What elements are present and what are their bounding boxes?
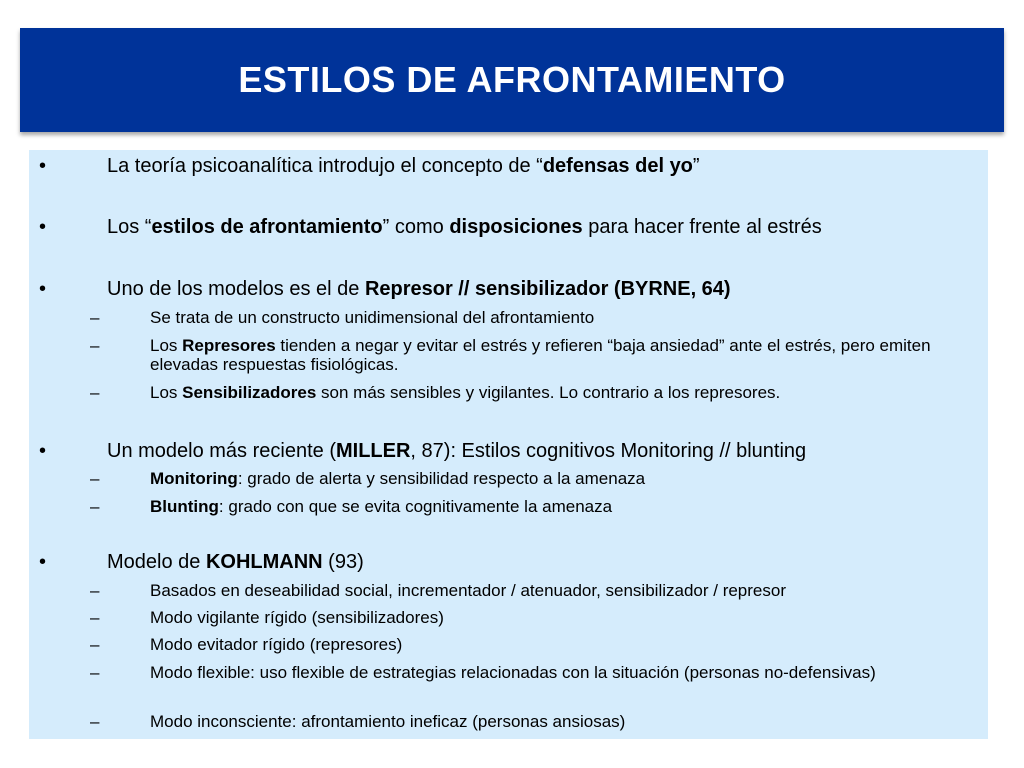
slide-title: ESTILOS DE AFRONTAMIENTO xyxy=(238,59,786,100)
sub-bullet-item xyxy=(29,663,988,682)
bold-run: Blunting xyxy=(150,497,219,516)
text-run: La teoría psicoanalítica introdujo el concepto de “ xyxy=(107,155,543,177)
sub-bullet-item xyxy=(29,608,988,627)
sub-bullet-text xyxy=(150,469,988,488)
bullet-marker: • xyxy=(39,551,47,573)
bullet-marker: • xyxy=(39,440,47,462)
bullet-item xyxy=(29,440,988,462)
bold-run: Sensibilizadores xyxy=(182,383,317,402)
text-run: para hacer frente al estrés xyxy=(582,216,822,238)
content-box xyxy=(29,150,988,739)
dash-marker: – xyxy=(90,663,100,682)
dash-marker: – xyxy=(90,308,100,327)
sub-bullet-text: Modo flexible: uso flexible de estrategias relacionadas con la situación (personas no-defensivas) xyxy=(150,663,876,682)
text-run: Uno de los modelos es el de xyxy=(107,278,365,300)
dash-marker: – xyxy=(90,336,100,355)
text-run: , 87): Estilos cognitivos Monitoring // blunting xyxy=(410,440,807,462)
text-run: (93) xyxy=(322,551,364,573)
bold-run: Represores xyxy=(182,336,276,355)
sub-bullet-item xyxy=(29,497,988,516)
sub-bullet-text: Basados en deseabilidad social, incrementador / atenuador, sensibilizador / represor xyxy=(150,581,786,600)
sub-bullet-item xyxy=(29,635,988,654)
text-run: Un modelo más reciente ( xyxy=(107,440,336,462)
text-run: Los “ xyxy=(107,216,152,238)
dash-marker: – xyxy=(90,469,100,488)
sub-bullet-item xyxy=(29,336,988,374)
title-bar xyxy=(20,28,1004,132)
bold-run: disposiciones xyxy=(449,216,583,238)
dash-marker: – xyxy=(90,712,100,731)
dash-marker: – xyxy=(90,608,100,627)
sub-bullet-text xyxy=(150,336,988,374)
bullet-item xyxy=(29,551,988,573)
bold-run: Represor // sensibilizador (BYRNE, 64) xyxy=(364,278,731,300)
sub-bullet-text: Modo evitador rígido (represores) xyxy=(150,635,403,654)
text-run: ” como xyxy=(382,216,450,238)
sub-bullet-item xyxy=(29,383,988,402)
sub-bullet-item xyxy=(29,712,988,731)
sub-bullet-text: Modo vigilante rígido (sensibilizadores) xyxy=(150,608,444,627)
bullet-text xyxy=(107,278,988,300)
text-run: ” xyxy=(692,155,700,177)
sub-bullet-text xyxy=(150,497,988,516)
sub-bullet-item xyxy=(29,308,988,327)
bullet-item xyxy=(29,155,988,177)
text-run: Los xyxy=(150,383,183,402)
text-run: : grado de alerta y sensibilidad respecto a la amenaza xyxy=(237,469,646,488)
dash-marker: – xyxy=(90,581,100,600)
text-run: tienden a negar y evitar el estrés y refieren “baja ansiedad” ante el estrés, pero emiten elevadas respuestas fisiológicas. xyxy=(150,336,931,374)
sub-bullet-text: Se trata de un constructo unidimensional del afrontamiento xyxy=(150,308,595,327)
bold-run: defensas del yo xyxy=(542,155,693,177)
bullet-text xyxy=(107,440,988,462)
text-run: Los xyxy=(150,336,183,355)
sub-bullet-item xyxy=(29,581,988,600)
bold-run: estilos de afrontamiento xyxy=(151,216,383,238)
dash-marker: – xyxy=(90,497,100,516)
bold-run: KOHLMANN xyxy=(205,551,323,573)
bold-run: Monitoring xyxy=(150,469,238,488)
bullet-marker: • xyxy=(39,278,47,300)
dash-marker: – xyxy=(90,635,100,654)
text-run: Modelo de xyxy=(107,551,206,573)
bullet-marker: • xyxy=(39,216,47,238)
bullet-text xyxy=(107,216,988,238)
dash-marker: – xyxy=(90,383,100,402)
bullet-text xyxy=(107,155,988,177)
bold-run: MILLER xyxy=(335,440,411,462)
bullet-item xyxy=(29,278,988,300)
text-run: son más sensibles y vigilantes. Lo contrario a los represores. xyxy=(316,383,781,402)
bullet-item xyxy=(29,216,988,238)
text-run: : grado con que se evita cognitivamente la amenaza xyxy=(218,497,613,516)
bullet-marker: • xyxy=(39,155,47,177)
sub-bullet-item xyxy=(29,469,988,488)
sub-bullet-text xyxy=(150,383,988,402)
sub-bullet-text: Modo inconsciente: afrontamiento ineficaz (personas ansiosas) xyxy=(150,712,626,731)
bullet-text xyxy=(107,551,988,573)
